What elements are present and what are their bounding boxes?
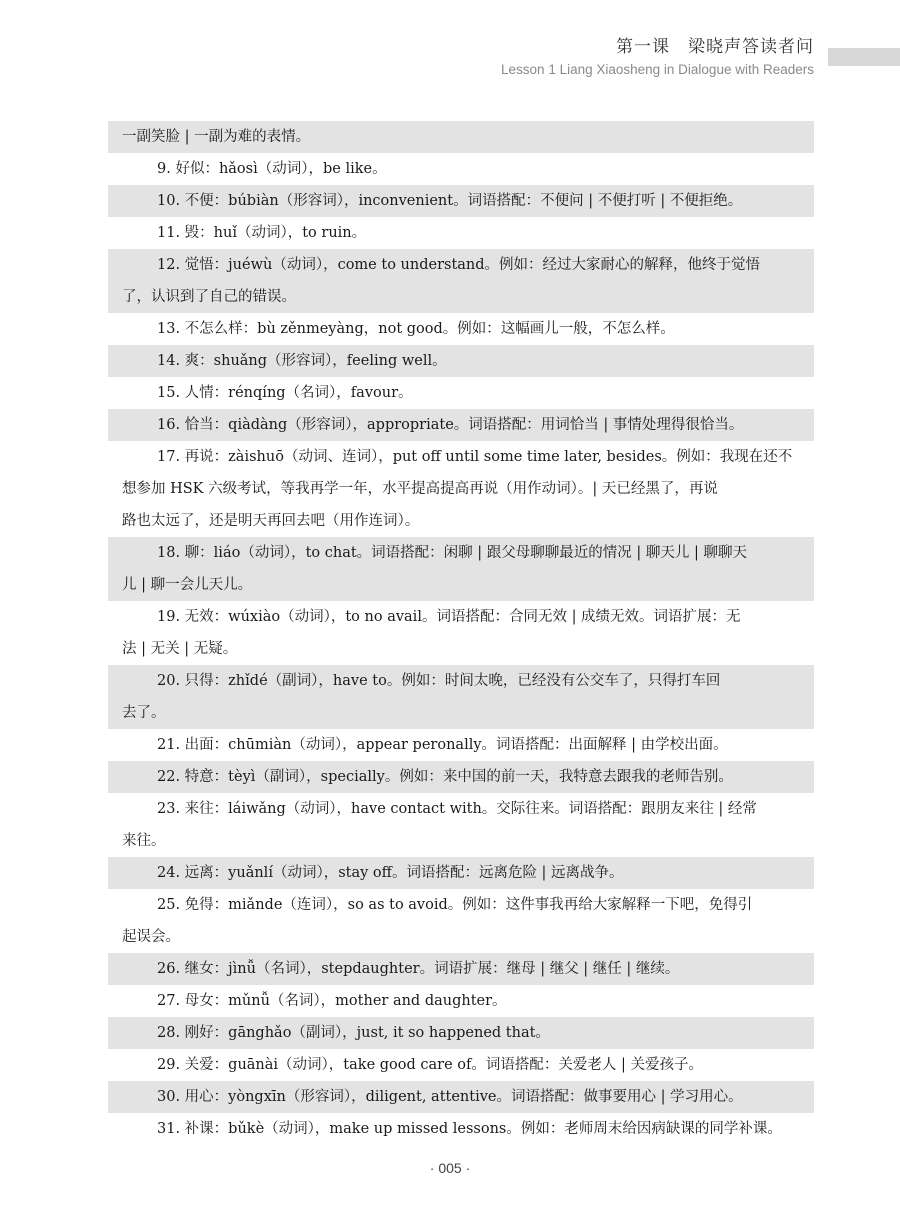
vocab-line: 23. 来往：láiwǎng（动词），have contact with。交际往来。词语搭配：跟朋友来往 | 经常 [157,801,757,817]
vocab-line: 31. 补课：bǔkè（动词），make up missed lessons。例如：老师周末给因病缺课的同学补课。 [157,1121,782,1137]
vocab-line: 9. 好似：hǎosì（动词），be like。 [157,161,387,177]
vocab-line: 19. 无效：wúxiào（动词），to no avail。词语搭配：合同无效 | 成绩无效。词语扩展：无 [157,609,741,625]
vocab-line: 20. 只得：zhǐdé（副词），have to。例如：时间太晚，已经没有公交车了，只得打车回 [108,665,814,697]
page-number: · 005 · [429,1160,471,1176]
vocab-line: 17. 再说：zàishuō（动词、连词），put off until some time later, besides。例如：我现在还不 [157,449,793,465]
vocab-line-continued: 了，认识到了自己的错误。 [108,281,814,313]
vocab-line: 27. 母女：mǔnǚ（名词），mother and daughter。 [157,993,507,1009]
vocab-line: 26. 继女：jìnǚ（名词），stepdaughter。词语扩展：继母 | 继父 | 继任 | 继续。 [108,953,814,985]
running-header [501,36,814,79]
vocab-line: 24. 远离：yuǎnlí（动词），stay off。词语搭配：远离危险 | 远离战争。 [108,857,814,889]
vocab-line: 16. 恰当：qiàdàng（形容词），appropriate。词语搭配：用词恰当 | 事情处理得很恰当。 [108,409,814,441]
vocab-line: 14. 爽：shuǎng（形容词），feeling well。 [108,345,814,377]
vocab-line: 30. 用心：yòngxīn（形容词），diligent, attentive。词语搭配：做事要用心 | 学习用心。 [108,1081,814,1113]
vocab-line: 10. 不便：búbiàn（形容词），inconvenient。词语搭配：不便问 | 不便打听 | 不便拒绝。 [108,185,814,217]
vocab-line: 25. 免得：miǎnde（连词），so as to avoid。例如：这件事我再给大家解释一下吧，免得引 [157,897,753,913]
vocab-line: 29. 关爱：guānài（动词），take good care of。词语搭配：关爱老人 | 关爱孩子。 [157,1057,703,1073]
lesson-subtitle: Lesson 1 Liang Xiaosheng in Dialogue with Readers [501,62,814,77]
vocab-line-continued: 起误会。 [122,929,180,945]
vocab-line-continued: 想参加 HSK 六级考试，等我再学一年，水平提高提高再说（用作动词）。| 天已经黑了，再说 [122,481,718,497]
vocab-line: 21. 出面：chūmiàn（动词），appear peronally。词语搭配：出面解释 | 由学校出面。 [157,737,728,753]
vocabulary-list [108,121,814,1145]
vocab-line: 15. 人情：rénqíng（名词），favour。 [157,385,413,401]
vocab-line-continued: 来往。 [122,833,166,849]
vocab-line-continued: 路也太远了，还是明天再回去吧（用作连词）。 [122,513,420,529]
vocab-line-continued: 去了。 [108,697,814,729]
vocab-line: 11. 毁：huǐ（动词），to ruin。 [157,225,367,241]
vocab-line: 12. 觉悟：juéwù（动词），come to understand。例如：经过大家耐心的解释，他终于觉悟 [108,249,814,281]
lesson-title: 第一课 梁晓声答读者问 [616,37,814,57]
vocab-line: 18. 聊：liáo（动词），to chat。词语搭配：闲聊 | 跟父母聊聊最近的情况 | 聊天儿 | 聊聊天 [108,537,814,569]
vocab-line: 28. 刚好：gānghǎo（副词），just, it so happened that。 [108,1017,814,1049]
vocab-line: 13. 不怎么样：bù zěnmeyàng，not good。例如：这幅画儿一般，不怎么样。 [157,321,675,337]
vocab-line: 22. 特意：tèyì（副词），specially。例如：来中国的前一天，我特意去跟我的老师告别。 [108,761,814,793]
vocab-line-continued: 儿 | 聊一会儿天儿。 [108,569,814,601]
vocab-line-continued: 法 | 无关 | 无疑。 [122,641,238,657]
vocab-line: 一副笑脸 | 一副为难的表情。 [108,121,814,153]
header-decoration-bar [828,48,900,66]
